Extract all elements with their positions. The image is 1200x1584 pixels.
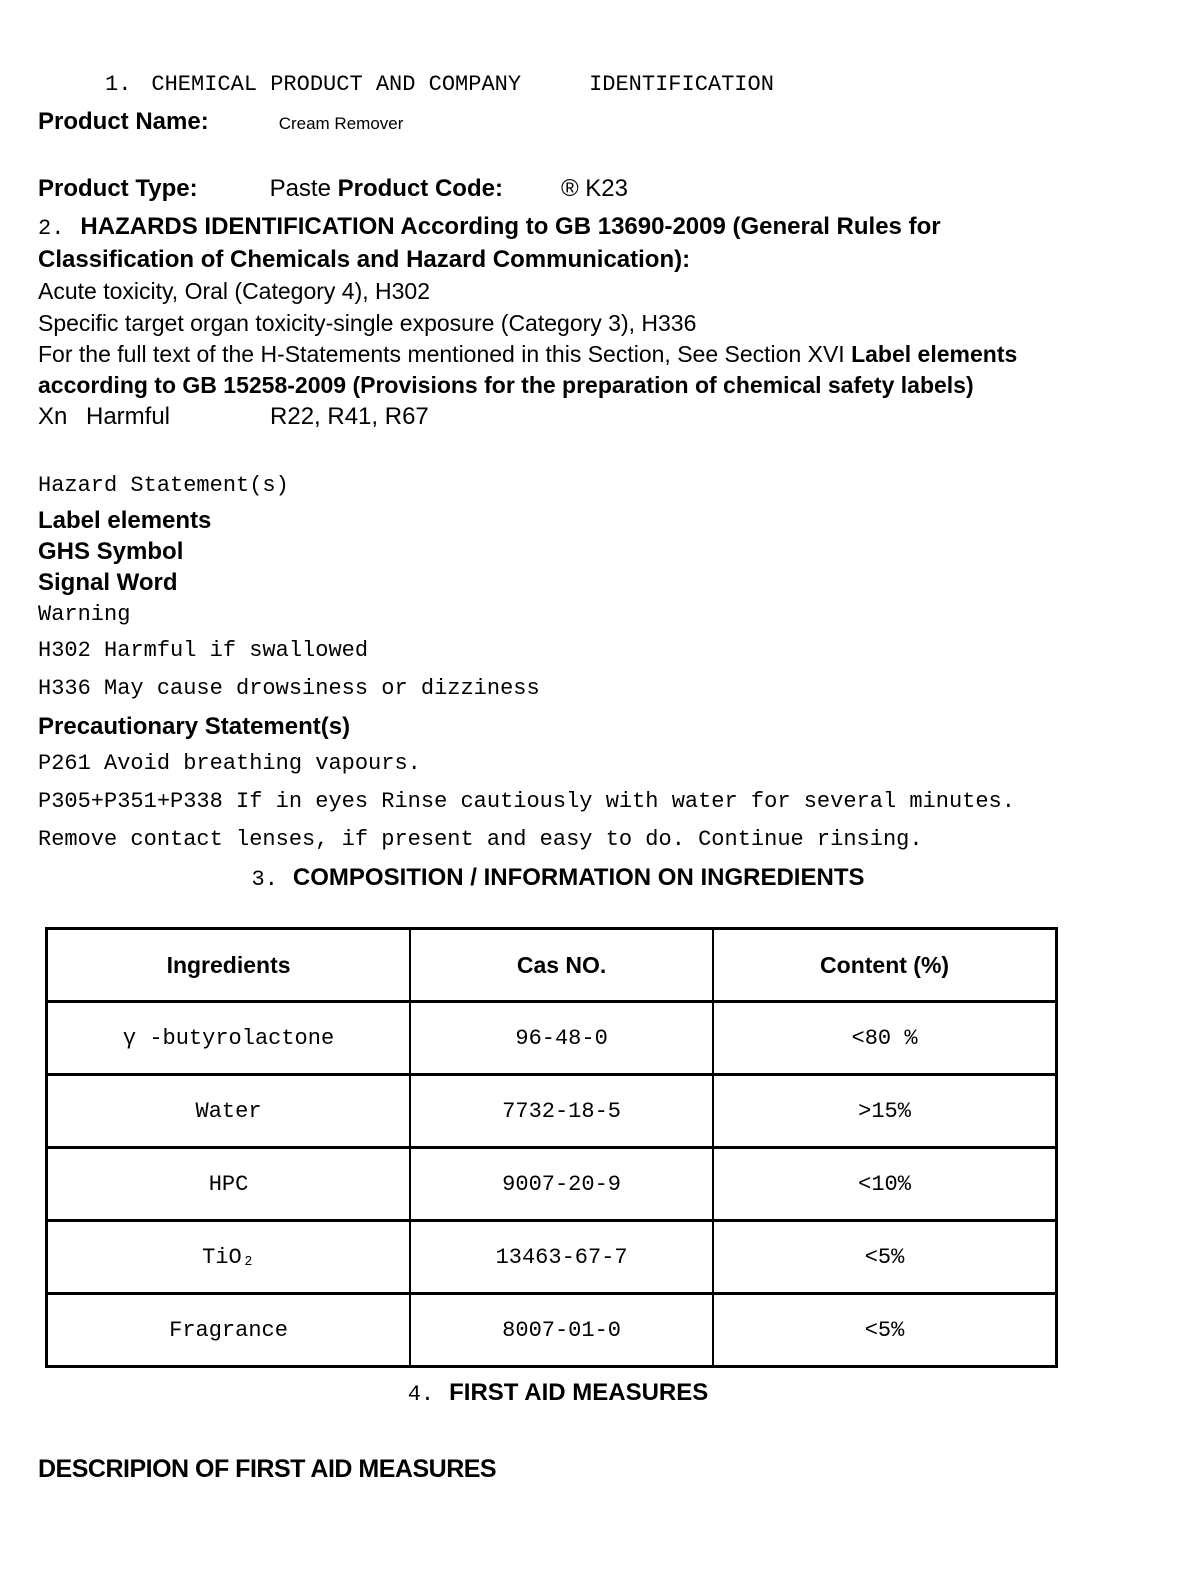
ingredient-name: Fragrance	[47, 1294, 411, 1367]
full-text-paragraph	[38, 339, 1078, 401]
risk-word: Harmful	[86, 403, 171, 430]
section2-heading	[38, 211, 1078, 275]
section4-title: FIRST AID MEASURES	[449, 1379, 709, 1406]
cas-number: 96-48-0	[410, 1002, 713, 1075]
table-row	[47, 1148, 1057, 1221]
signal-word-value: Warning	[38, 602, 131, 627]
p-statement-3: Remove contact lenses, if present and easy to do. Continue rinsing.	[38, 827, 923, 852]
hazard-statement-heading: Hazard Statement(s)	[38, 473, 289, 498]
h-statement-1: H302 Harmful if swallowed	[38, 638, 369, 663]
section4-number: 4.	[407, 1382, 435, 1407]
full-text-normal: For the full text of the H-Statements mentioned in this Section, See Section XVI	[38, 341, 852, 367]
table-row	[47, 1294, 1057, 1367]
precautionary-heading: Precautionary Statement(s)	[38, 713, 351, 740]
header-content-pct: Content (%)	[713, 929, 1056, 1002]
content-percent: <80 %	[713, 1002, 1056, 1075]
section2-title: HAZARDS IDENTIFICATION According to GB 13690-2009 (General Rules for Classification of Chemicals and Hazard Communication):	[38, 213, 941, 273]
product-name-value: Cream Remover	[278, 114, 404, 133]
r-phrases: R22, R41, R67	[270, 403, 429, 430]
table-row	[47, 1075, 1057, 1148]
table-row	[47, 1221, 1057, 1294]
ingredients-table	[45, 927, 1058, 1368]
product-name-label: Product Name:	[38, 108, 209, 135]
full-text-bold: Label elements according to GB 15258-2009 (Provisions for the preparation of chemical safety labels)	[38, 341, 1018, 398]
section2-number: 2.	[38, 216, 65, 241]
product-code-value: ® K23	[560, 175, 628, 202]
header-ingredients: Ingredients	[47, 929, 411, 1002]
product-type-label: Product Type:	[38, 175, 198, 202]
ingredient-name: TiO₂	[47, 1221, 411, 1294]
section1-title-part2: IDENTIFICATION	[589, 72, 774, 97]
content-percent: <5%	[713, 1221, 1056, 1294]
product-type-row	[38, 174, 1078, 204]
first-aid-subheading: DESCRIPION OF FIRST AID MEASURES	[38, 1455, 497, 1483]
content-percent: <10%	[713, 1148, 1056, 1221]
table-row	[47, 1002, 1057, 1075]
section3-title: COMPOSITION / INFORMATION ON INGREDIENTS	[292, 864, 865, 891]
cas-number: 9007-20-9	[410, 1148, 713, 1221]
content-percent: >15%	[713, 1075, 1056, 1148]
ingredient-name: HPC	[47, 1148, 411, 1221]
risk-phrase-line	[38, 401, 1078, 433]
section4-heading	[38, 1374, 1078, 1414]
h-statement-2: H336 May cause drowsiness or dizziness	[38, 676, 540, 701]
cas-number: 8007-01-0	[410, 1294, 713, 1367]
section1-number: 1.	[105, 72, 132, 97]
content-percent: <5%	[713, 1294, 1056, 1367]
toxicity-line-1: Acute toxicity, Oral (Category 4), H302	[38, 278, 430, 304]
product-name-row	[38, 107, 1078, 140]
risk-code: Xn	[38, 403, 68, 430]
header-cas-no: Cas NO.	[410, 929, 713, 1002]
ingredient-name: Water	[47, 1075, 411, 1148]
table-header-row	[47, 929, 1057, 1002]
section1-title-part1: CHEMICAL PRODUCT AND COMPANY	[151, 72, 522, 97]
cas-number: 7732-18-5	[410, 1075, 713, 1148]
ingredient-name: γ -butyrolactone	[47, 1002, 411, 1075]
toxicity-line-2: Specific target organ toxicity-single exposure (Category 3), H336	[38, 310, 697, 336]
signal-word-heading: Signal Word	[38, 569, 178, 596]
product-type-value: Paste	[269, 175, 331, 202]
product-code-label: Product Code:	[337, 175, 503, 202]
section3-number: 3.	[251, 867, 278, 892]
label-elements-heading: Label elements	[38, 507, 212, 534]
cas-number: 13463-67-7	[410, 1221, 713, 1294]
p-statement-2: P305+P351+P338 If in eyes Rinse cautiously with water for several minutes.	[38, 789, 1015, 814]
section3-heading	[38, 859, 1078, 899]
ghs-symbol-heading: GHS Symbol	[38, 538, 184, 565]
p-statement-1: P261 Avoid breathing vapours.	[38, 751, 421, 776]
section1-heading	[38, 72, 1078, 98]
